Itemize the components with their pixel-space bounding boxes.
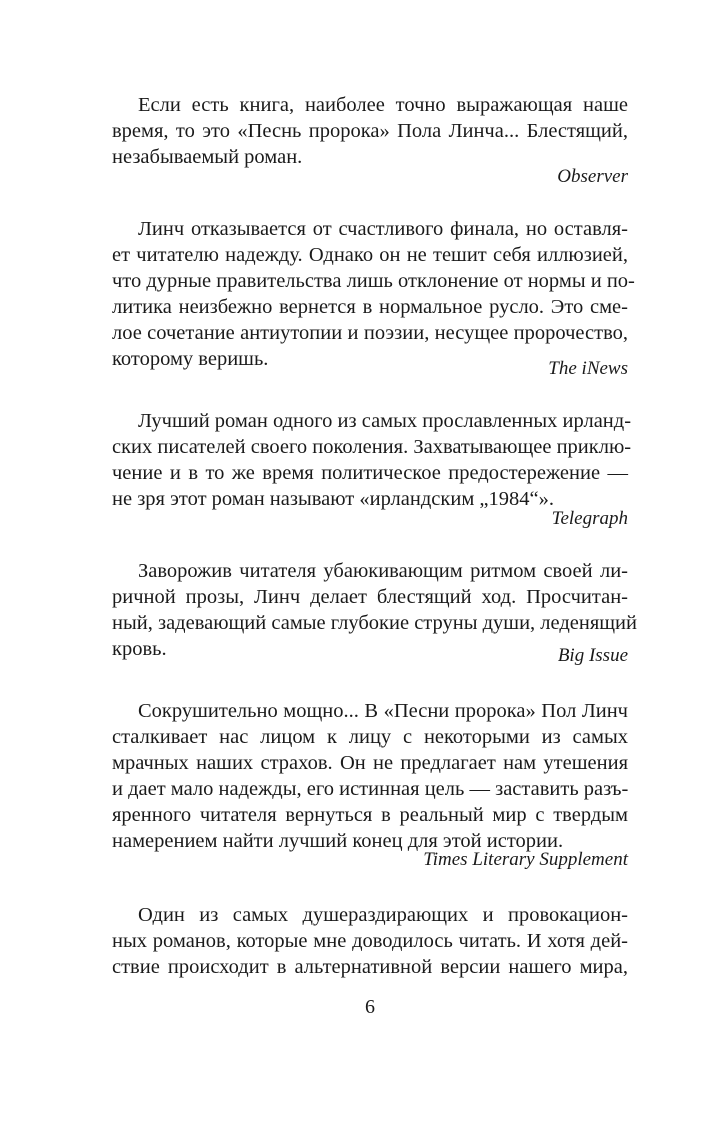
quote-line: Если есть книга, наиболее точно выражающая наше: [138, 94, 628, 116]
quote-line: Сокрушительно мощно... В «Песни пророка» Пол Линч: [138, 700, 628, 722]
quote-line: которому веришь.: [112, 348, 269, 370]
quote-line: ствие происходит в альтернативной версии нашего мира,: [112, 956, 628, 978]
quote-line: литика неизбежно вернется в нормальное русло. Это сме-: [112, 296, 628, 318]
quote-line: кровь.: [112, 638, 167, 660]
quote-line: ет читателю надежду. Однако он не тешит себя иллюзией,: [112, 244, 628, 266]
quote-line: и дает мало надежды, его истинная цель — заставить разъ-: [112, 778, 629, 800]
book-page: [112, 0, 638, 1122]
quote-line: время, то это «Песнь пророка» Пола Линча... Блестящий,: [112, 120, 628, 142]
quote-line: Заворожив читателя убаюкивающим ритмом своей ли-: [138, 560, 628, 582]
quote-line: яренного читателя вернуться в реальный мир с твердым: [112, 804, 628, 826]
quote-source: The iNews: [548, 358, 628, 379]
page-number: 6: [365, 996, 375, 1018]
quote-line: чение и в то же время политическое предостережение —: [112, 462, 628, 484]
quote-line: ричной прозы, Линч делает блестящий ход. Просчитан-: [112, 586, 628, 608]
quote-source: Observer: [557, 166, 628, 187]
quote-line: незабываемый роман.: [112, 146, 303, 168]
quote-line: Один из самых душераздирающих и провокацион-: [138, 904, 628, 926]
quote-source: Telegraph: [551, 508, 628, 529]
quote-line: ный, задевающий самые глубокие струны души, леденящий: [112, 612, 638, 634]
quote-source: Times Literary Supplement: [423, 849, 628, 870]
quote-line: ских писателей своего поколения. Захватывающее приклю-: [112, 436, 632, 458]
quote-line: ных романов, которые мне доводилось читать. И хотя дей-: [112, 930, 628, 952]
quote-line: что дурные правительства лишь отклонение от нормы и по-: [112, 270, 635, 292]
quote-line: намерением найти лучший конец для этой истории.: [112, 830, 564, 852]
quote-line: Линч отказывается от счастливого финала, но оставля-: [138, 218, 628, 240]
quote-source: Big Issue: [557, 645, 628, 666]
quote-line: сталкивает нас лицом к лицу с некоторыми из самых: [112, 726, 628, 748]
quote-line: мрачных наших страхов. Он не предлагает нам утешения: [112, 752, 628, 774]
quote-line: Лучший роман одного из самых прославленных ирланд-: [138, 410, 632, 432]
quote-line: лое сочетание антиутопии и поэзии, несущее пророчество,: [112, 322, 628, 344]
quote-line: не зря этот роман называют «ирландским „1984“».: [112, 488, 554, 510]
